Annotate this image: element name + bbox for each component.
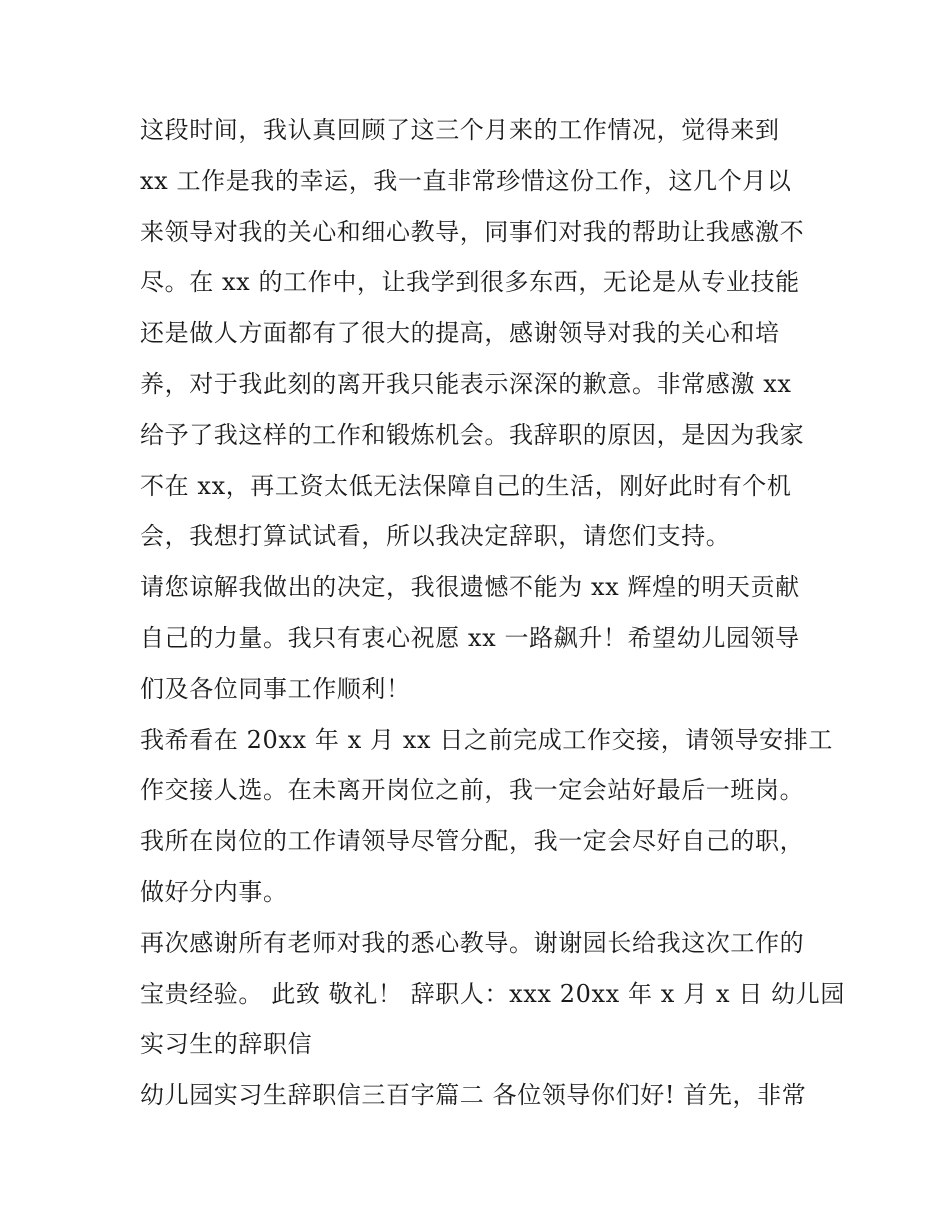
text-line: 会，我想打算试试看，所以我决定辞职，请您们支持。 — [140, 522, 731, 551]
text-line: 请您谅解我做出的决定，我很遗憾不能为 xx 辉煌的明天贡献 — [140, 573, 800, 602]
text-line: 实习生的辞职信 — [140, 1030, 313, 1059]
text-line: 自己的力量。我只有衷心祝愿 xx 一路飙升！希望幼儿园领导 — [140, 623, 800, 652]
text-line: 我希看在 20xx 年 x 月 xx 日之前完成工作交接，请领导安排工 — [140, 725, 833, 754]
text-line: 给予了我这样的工作和锻炼机会。我辞职的原因，是因为我家 — [140, 420, 805, 449]
text-line: 宝贵经验。 此致 敬礼！ 辞职人：xxx 20xx 年 x 月 x 日 幼儿园 — [140, 979, 845, 1008]
text-line: 尽。在 xx 的工作中，让我学到很多东西，无论是从专业技能 — [140, 268, 800, 297]
text-line: xx 工作是我的幸运，我一直非常珍惜这份工作，这几个月以 — [140, 166, 792, 195]
text-line: 再次感谢所有老师对我的悉心教导。谢谢园长给我这次工作的 — [140, 928, 805, 957]
text-line: 作交接人选。在未离开岗位之前，我一定会站好最后一班岗。 — [140, 776, 805, 805]
text-line: 不在 xx，再工资太低无法保障自己的生活，刚好此时有个机 — [140, 471, 792, 500]
text-line: 来领导对我的关心和细心教导，同事们对我的帮助让我感激不 — [140, 217, 805, 246]
text-line: 这段时间，我认真回顾了这三个月来的工作情况，觉得来到 — [140, 116, 780, 144]
text-line: 还是做人方面都有了很大的提高，感谢领导对我的关心和培 — [140, 319, 780, 348]
text-line: 幼儿园实习生辞职信三百字篇二 各位领导你们好! 首先，非常 — [140, 1081, 807, 1110]
text-line: 们及各位同事工作顺利！ — [140, 674, 411, 703]
text-line: 养，对于我此刻的离开我只能表示深深的歉意。非常感激 xx — [140, 369, 792, 398]
text-line: 我所在岗位的工作请领导尽管分配，我一定会尽好自己的职， — [140, 827, 805, 856]
document-body — [140, 105, 845, 1121]
text-line: 做好分内事。 — [140, 877, 288, 906]
